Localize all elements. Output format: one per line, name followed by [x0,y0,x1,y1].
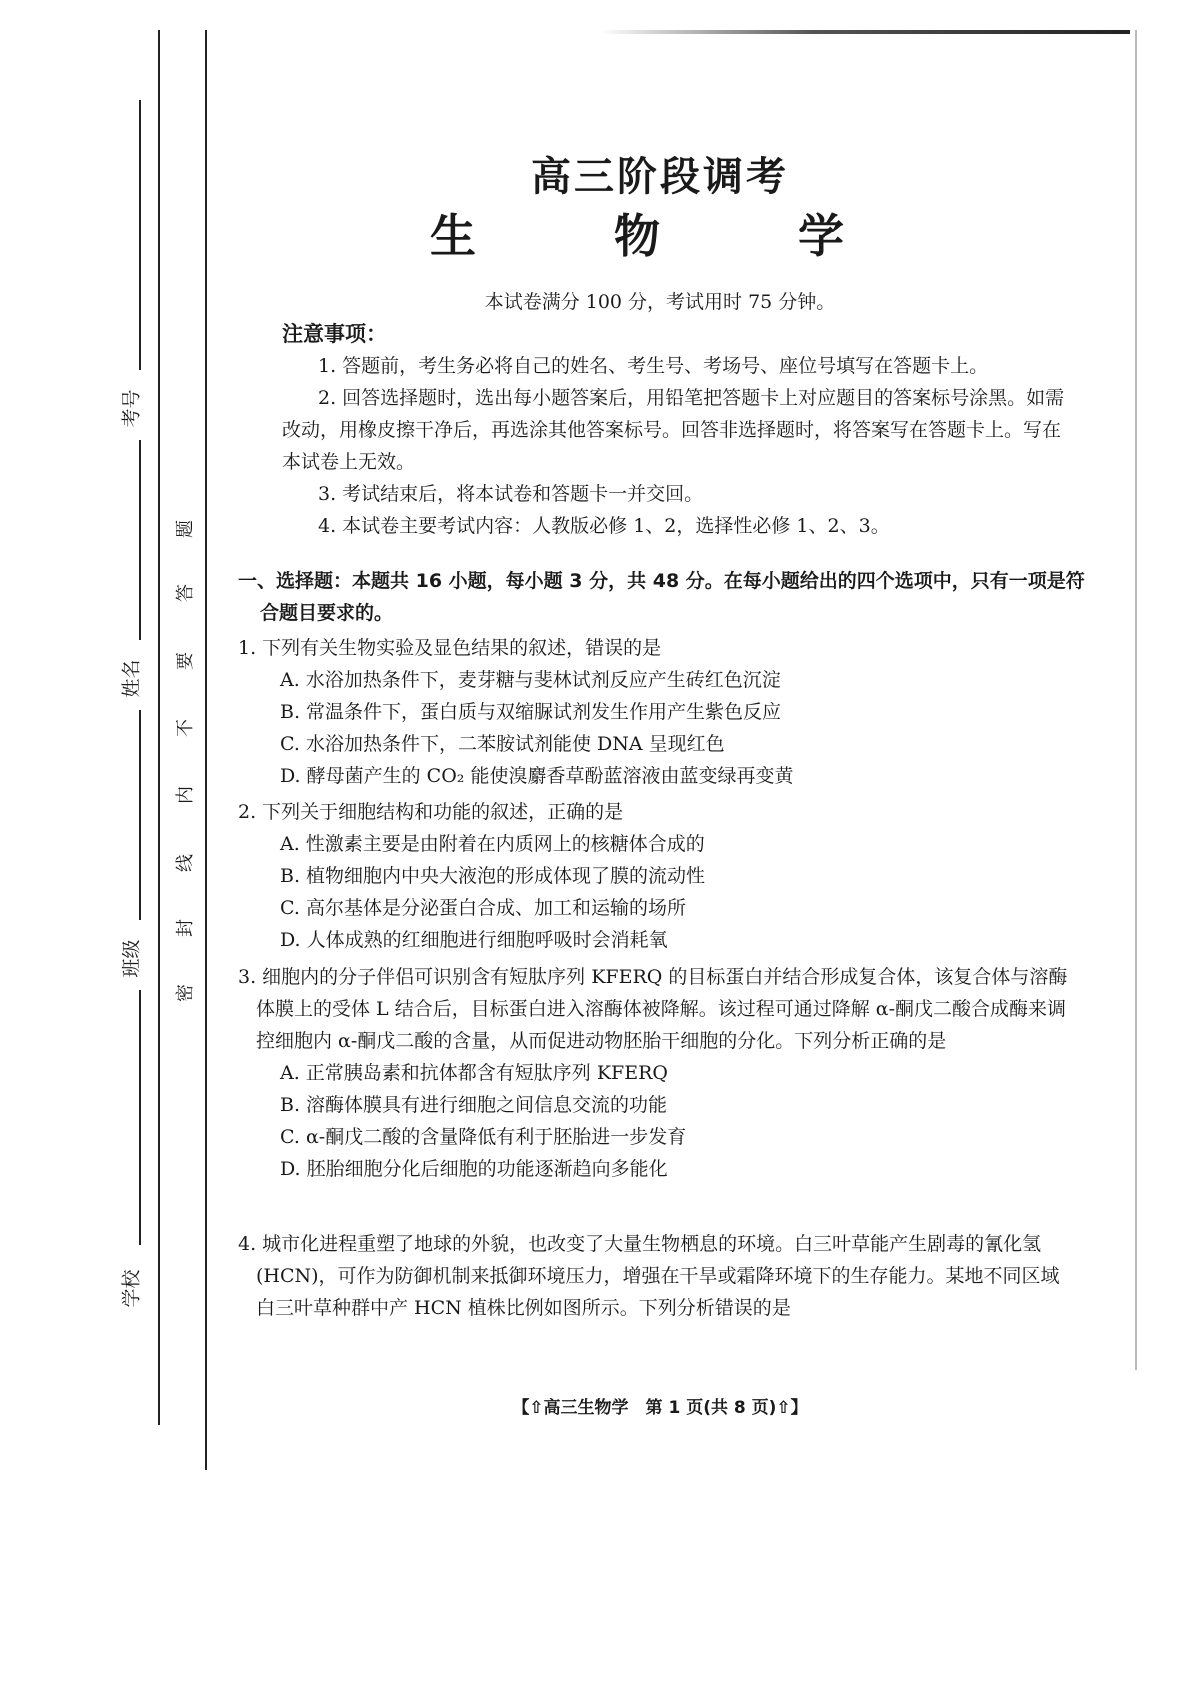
exam-title: 高三阶段调考 [531,154,789,200]
option-c: C. 水浴加热条件下，二苯胺试剂能使 DNA 呈现红色 [280,733,725,755]
scan-edge-right [1135,30,1137,1370]
option-b: B. 常温条件下，蛋白质与双缩脲试剂发生作用产生紫色反应 [280,701,782,723]
field-school: 学校 [120,1269,143,1308]
seal-char: 题 [175,520,196,538]
option-d: D. 胚胎细胞分化后细胞的功能逐渐趋向多能化 [280,1158,668,1180]
seal-char: 答 [175,584,196,602]
seal-char: 线 [175,854,196,872]
exam-subject: 生 物 学 [430,209,890,263]
question-stem: 3. 细胞内的分子伴侣可识别含有短肽序列 KFERQ 的目标蛋白并结合形成复合体，该复合体与溶酶体膜上的受体 L 结合后，目标蛋白进入溶酶体被降解。该过程可通过降解 α-酮戊二酸合成酶来调控细胞内 α-酮戊二酸的含量，从而促进动物胚胎干细胞的分化。下列分析正确的是 [238,966,1068,1052]
field-class: 班级 [120,939,143,978]
option-b: B. 溶酶体膜具有进行细胞之间信息交流的功能 [280,1094,668,1116]
question-1 [238,632,1078,792]
exam-info: 本试卷满分 100 分，考试用时 75 分钟。 [484,291,836,313]
option-a: A. 正常胰岛素和抗体都含有短肽序列 KFERQ [280,1062,668,1084]
option-b: B. 植物细胞内中央大液泡的形成体现了膜的流动性 [280,865,706,887]
notice-item: 3. 考试结束后，将本试卷和答题卡一并交回。 [318,483,704,505]
exam-number-underline [139,100,141,370]
seal-char: 不 [175,719,196,737]
section-heading: 一、选择题：本题共 16 小题，每小题 3 分，共 48 分。在每小题给出的四个选项中，只有一项是符合题目要求的。 [238,570,1085,624]
scan-edge-top [600,30,1130,34]
seal-char: 密 [175,984,196,1002]
notice-item: 4. 本试卷主要考试内容：人教版必修 1、2，选择性必修 1、2、3。 [318,515,890,537]
binding-line-inner [205,30,207,1470]
question-stem: 2. 下列关于细胞结构和功能的叙述，正确的是 [238,801,624,823]
seal-char: 封 [175,919,196,937]
notice-item: 1. 答题前，考生务必将自己的姓名、考生号、考场号、座位号填写在答题卡上。 [318,355,989,377]
name-underline [139,440,141,640]
binding-line-outer [158,30,160,1425]
option-c: C. α-酮戊二酸的含量降低有利于胚胎进一步发育 [280,1126,687,1148]
notice-heading: 注意事项： [282,322,387,346]
question-stem: 1. 下列有关生物实验及显色结果的叙述，错误的是 [238,637,662,659]
option-d: D. 酵母菌产生的 CO₂ 能使溴麝香草酚蓝溶液由蓝变绿再变黄 [280,765,794,787]
field-name: 姓名 [120,659,143,698]
class-underline [139,710,141,920]
seal-char: 内 [175,786,196,804]
page-footer: 【⇧高三生物学 第 1 页(共 8 页)⇧】 [512,1398,808,1418]
option-a: A. 性激素主要是由附着在内质网上的核糖体合成的 [280,833,705,855]
option-a: A. 水浴加热条件下，麦芽糖与斐林试剂反应产生砖红色沉淀 [280,669,781,691]
question-2 [238,796,1078,956]
notice-list [282,350,1072,542]
option-c: C. 高尔基体是分泌蛋白合成、加工和运输的场所 [280,897,686,919]
question-3 [238,961,1078,1185]
notice-item: 2. 回答选择题时，选出每小题答案后，用铅笔把答题卡上对应题目的答案标号涂黑。如需改动，用橡皮擦干净后，再选涂其他答案标号。回答非选择题时，将答案写在答题卡上。写在本试卷上无效。 [282,387,1065,473]
option-d: D. 人体成熟的红细胞进行细胞呼吸时会消耗氧 [280,929,668,951]
question-4 [238,1228,1078,1324]
school-underline [139,990,141,1245]
field-exam-number: 考号 [120,389,143,428]
question-stem: 4. 城市化进程重塑了地球的外貌，也改变了大量生物栖息的环境。白三叶草能产生剧毒的氰化氢(HCN)，可作为防御机制来抵御环境压力，增强在干旱或霜降环境下的生存能力。某地不同区域白三叶草种群中产 HCN 植株比例如图所示。下列分析错误的是 [238,1233,1060,1319]
seal-char: 要 [175,652,196,670]
